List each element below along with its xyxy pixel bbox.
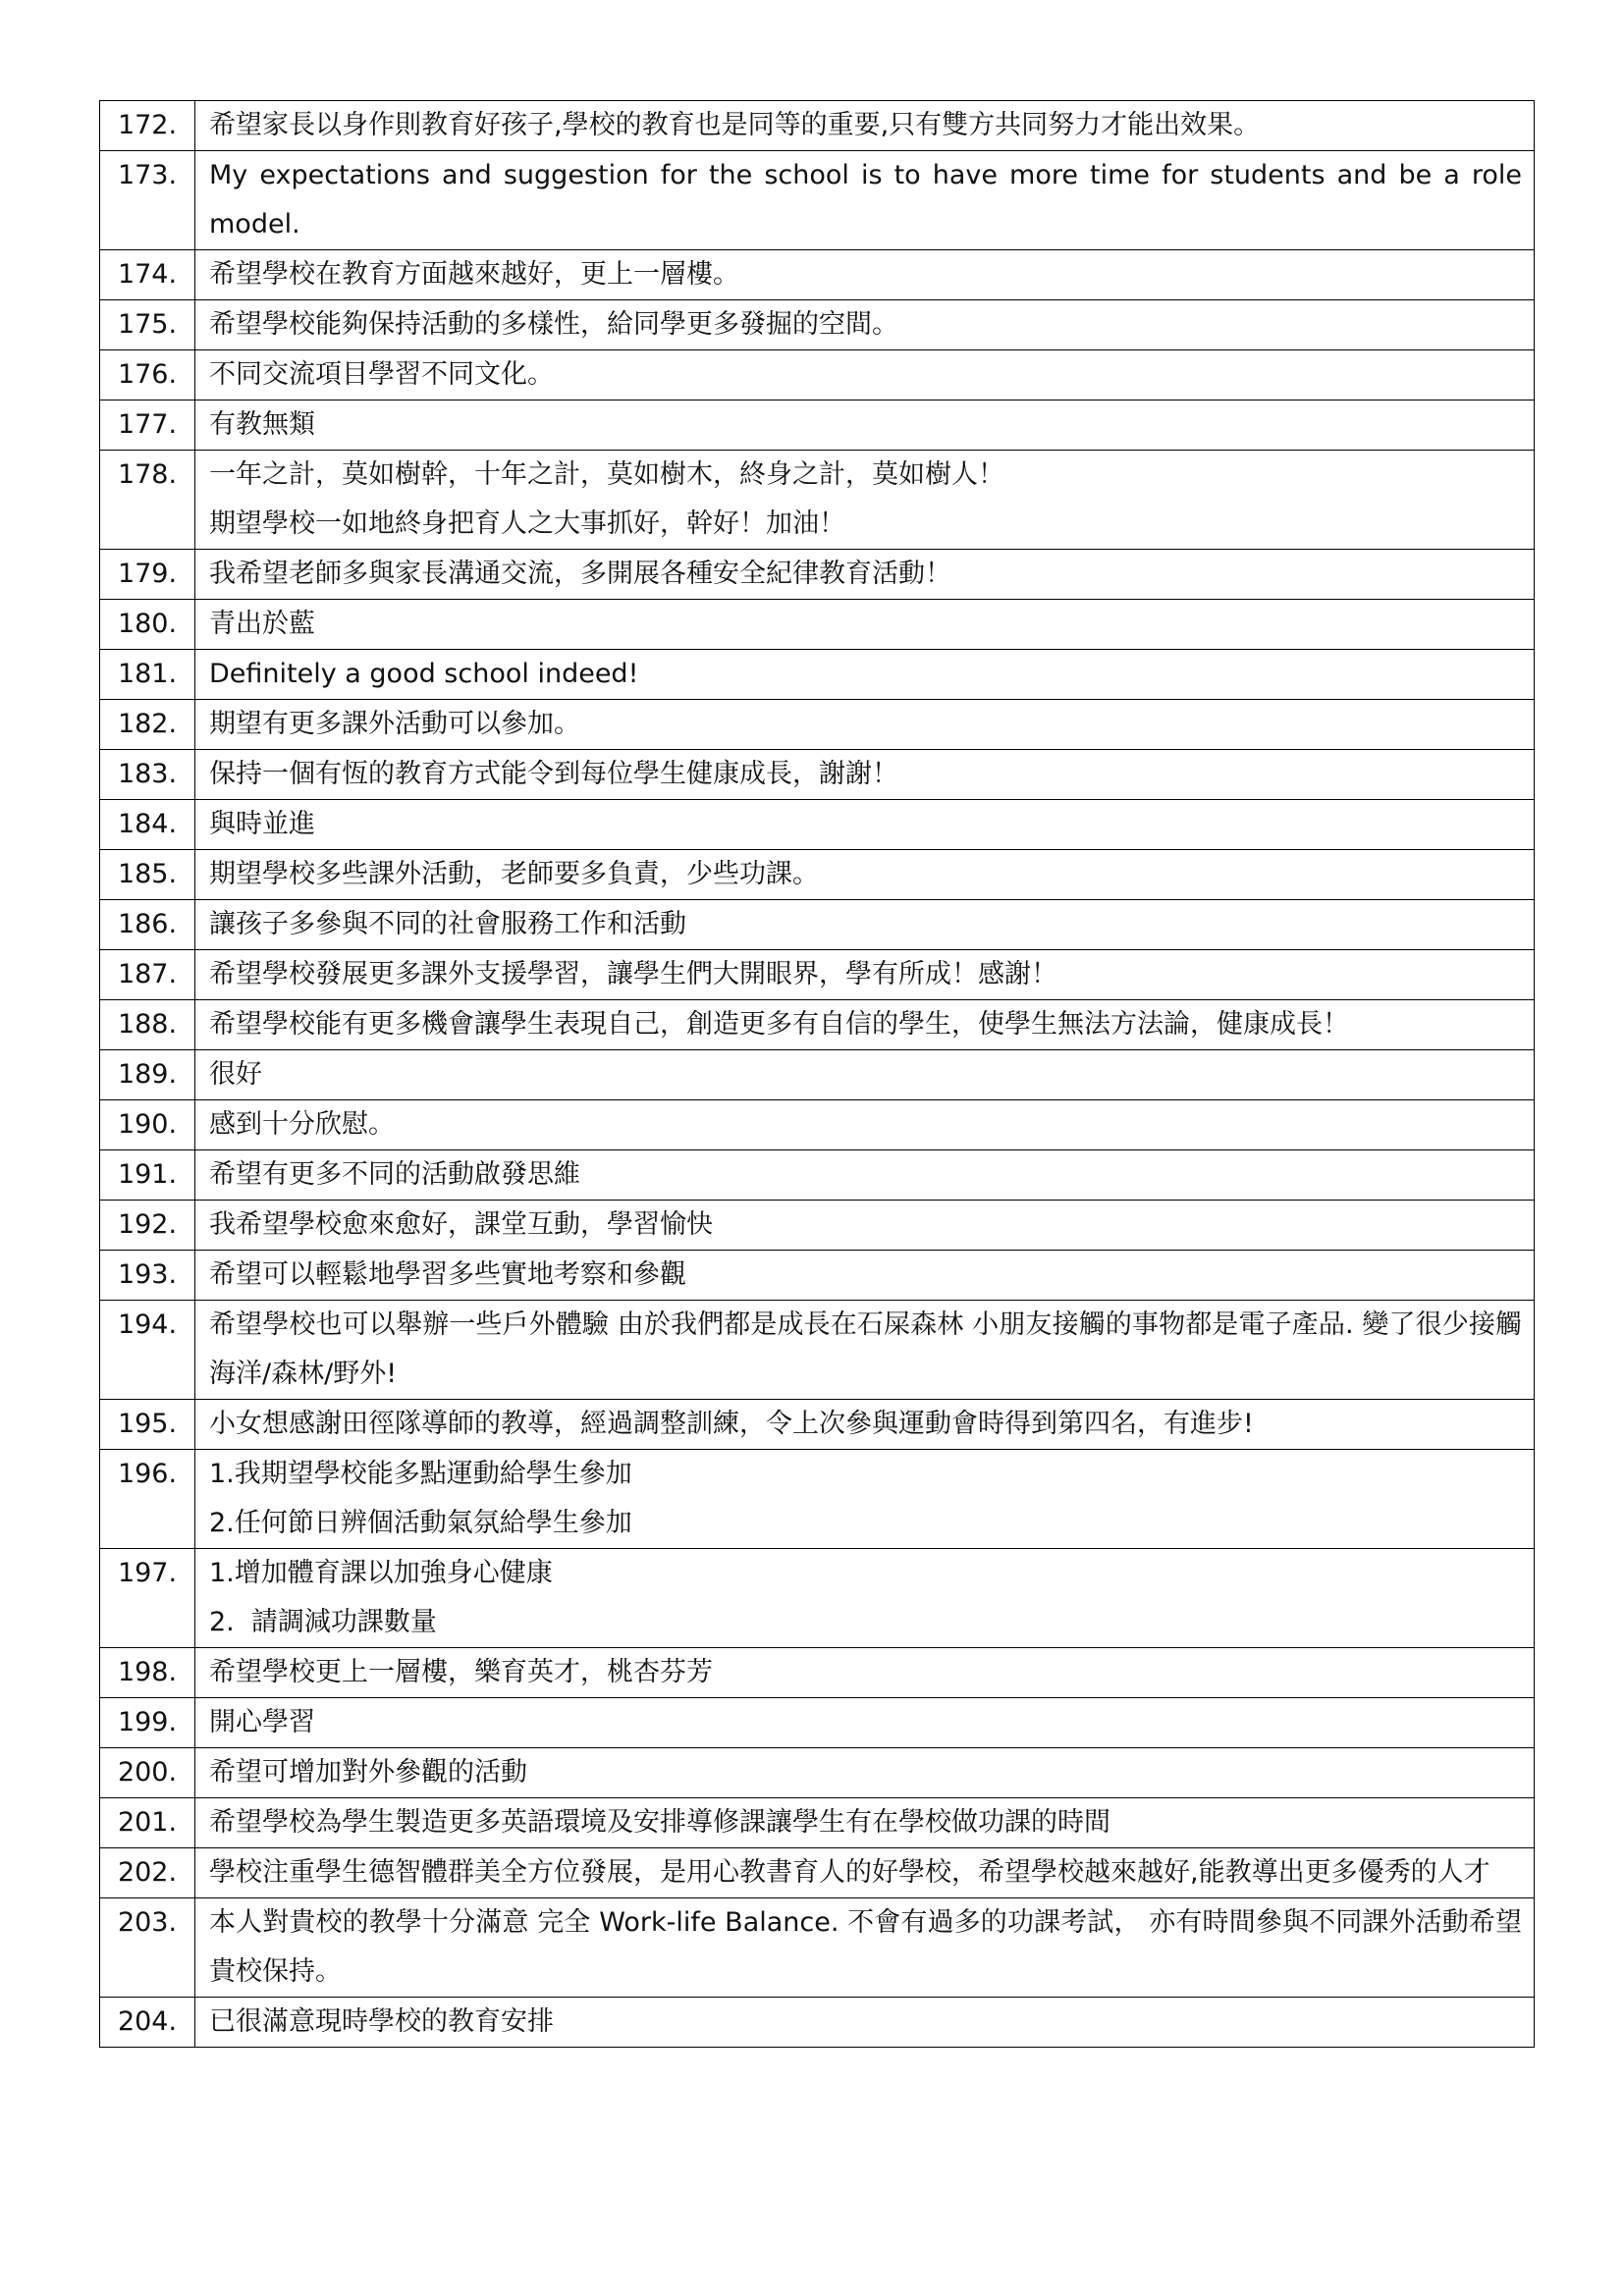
table-row bbox=[100, 550, 1535, 600]
table-row bbox=[100, 950, 1535, 1000]
table-row bbox=[100, 1201, 1535, 1251]
feedback-text: Definitely a good school indeed! bbox=[209, 659, 639, 689]
feedback-text: 很好 bbox=[209, 1059, 262, 1090]
table-row bbox=[100, 800, 1535, 850]
feedback-text: 保持一個有恆的教育方式能令到每位學生健康成長，謝謝！ bbox=[209, 759, 898, 789]
feedback-cell bbox=[195, 1201, 1535, 1251]
feedback-cell bbox=[195, 800, 1535, 850]
feedback-cell bbox=[195, 1748, 1535, 1798]
table-row bbox=[100, 1698, 1535, 1748]
row-number: 175. bbox=[100, 300, 195, 350]
table-row bbox=[100, 1251, 1535, 1301]
feedback-cell bbox=[195, 350, 1535, 400]
feedback-cell bbox=[195, 750, 1535, 800]
table-row bbox=[100, 1050, 1535, 1100]
row-number: 197. bbox=[100, 1549, 195, 1648]
row-number: 177. bbox=[100, 400, 195, 451]
table-row bbox=[100, 1898, 1535, 1998]
feedback-text: 不同交流項目學習不同文化。 bbox=[209, 359, 554, 390]
row-number: 192. bbox=[100, 1201, 195, 1251]
table-row bbox=[100, 600, 1535, 650]
feedback-text: 希望學校能有更多機會讓學生表現自己，創造更多有自信的學生，使學生無法方法論，健康成長！ bbox=[209, 1009, 1349, 1040]
feedback-cell bbox=[195, 300, 1535, 350]
feedback-cell bbox=[195, 600, 1535, 650]
feedback-text: 期望學校多些課外活動，老師要多負責，少些功課。 bbox=[209, 859, 819, 889]
table-row bbox=[100, 151, 1535, 250]
row-number: 199. bbox=[100, 1698, 195, 1748]
row-number: 186. bbox=[100, 900, 195, 950]
feedback-text: 讓孩子多參與不同的社會服務工作和活動 bbox=[209, 909, 686, 939]
row-number: 187. bbox=[100, 950, 195, 1000]
feedback-cell bbox=[195, 1100, 1535, 1150]
feedback-text: 希望家長以身作則教育好孩子,學校的教育也是同等的重要,只有雙方共同努力才能出效果。 bbox=[209, 110, 1261, 140]
feedback-cell bbox=[195, 1898, 1535, 1998]
feedback-cell bbox=[195, 1698, 1535, 1748]
row-number: 173. bbox=[100, 151, 195, 250]
row-number: 174. bbox=[100, 250, 195, 300]
row-number: 204. bbox=[100, 1998, 195, 2048]
feedback-cell bbox=[195, 1400, 1535, 1450]
row-number: 182. bbox=[100, 700, 195, 750]
feedback-text: 學校注重學生德智體群美全方位發展，是用心教書育人的好學校，希望學校越來越好,能教導出更多優秀的人才 bbox=[209, 1857, 1490, 1888]
feedback-cell bbox=[195, 151, 1535, 250]
feedback-text: My expectations and suggestion for the school is to have more time for students and be a role model. bbox=[209, 160, 1531, 240]
feedback-text: 期望有更多課外活動可以參加。 bbox=[209, 709, 580, 739]
feedback-cell bbox=[195, 1000, 1535, 1050]
feedback-text: 希望學校為學生製造更多英語環境及安排導修課讓學生有在學校做功課的時間 bbox=[209, 1807, 1110, 1838]
feedback-text: 希望學校更上一層樓，樂育英才，桃杏芬芳 bbox=[209, 1657, 713, 1687]
row-number: 196. bbox=[100, 1450, 195, 1549]
table-row bbox=[100, 850, 1535, 900]
table-row bbox=[100, 1648, 1535, 1698]
feedback-text: 希望可以輕鬆地學習多些實地考察和參觀 bbox=[209, 1259, 686, 1290]
feedback-text: 希望可增加對外參觀的活動 bbox=[209, 1757, 527, 1788]
feedback-text: 2.任何節日辨個活動氣氛給學生參加 bbox=[209, 1508, 632, 1538]
table-row bbox=[100, 101, 1535, 151]
row-number: 193. bbox=[100, 1251, 195, 1301]
feedback-cell bbox=[195, 900, 1535, 950]
row-number: 191. bbox=[100, 1150, 195, 1201]
table-row bbox=[100, 750, 1535, 800]
feedback-text: 小女想感謝田徑隊導師的教導，經過調整訓練，令上次參與運動會時得到第四名，有進步! bbox=[209, 1409, 1254, 1439]
feedback-cell bbox=[195, 1251, 1535, 1301]
feedback-cell bbox=[195, 1450, 1535, 1549]
feedback-text: 與時並進 bbox=[209, 809, 315, 839]
feedback-cell bbox=[195, 950, 1535, 1000]
row-number: 184. bbox=[100, 800, 195, 850]
feedback-cell bbox=[195, 550, 1535, 600]
table-row bbox=[100, 1100, 1535, 1150]
row-number: 176. bbox=[100, 350, 195, 400]
feedback-cell bbox=[195, 1549, 1535, 1648]
feedback-text: 希望學校能夠保持活動的多樣性，給同學更多發掘的空間。 bbox=[209, 309, 898, 340]
feedback-cell bbox=[195, 101, 1535, 151]
feedback-cell bbox=[195, 400, 1535, 451]
feedback-cell bbox=[195, 451, 1535, 550]
table-row bbox=[100, 1400, 1535, 1450]
feedback-text: 開心學習 bbox=[209, 1707, 315, 1737]
table-row bbox=[100, 1301, 1535, 1400]
table-row bbox=[100, 1998, 1535, 2048]
feedback-cell bbox=[195, 1998, 1535, 2048]
feedback-text: 1.增加體育課以加強身心健康 bbox=[209, 1558, 553, 1588]
row-number: 198. bbox=[100, 1648, 195, 1698]
row-number: 190. bbox=[100, 1100, 195, 1150]
table-row bbox=[100, 1549, 1535, 1648]
feedback-cell bbox=[195, 850, 1535, 900]
table-row bbox=[100, 1150, 1535, 1201]
feedback-cell bbox=[195, 1301, 1535, 1400]
row-number: 189. bbox=[100, 1050, 195, 1100]
table-row bbox=[100, 400, 1535, 451]
table-row bbox=[100, 350, 1535, 400]
row-number: 203. bbox=[100, 1898, 195, 1998]
feedback-text: 2. 請調減功課數量 bbox=[209, 1607, 437, 1637]
feedback-text: 有教無類 bbox=[209, 409, 315, 440]
table-row bbox=[100, 300, 1535, 350]
row-number: 195. bbox=[100, 1400, 195, 1450]
feedback-text: 感到十分欣慰。 bbox=[209, 1109, 395, 1140]
table-row bbox=[100, 1450, 1535, 1549]
table-row bbox=[100, 1748, 1535, 1798]
feedback-cell bbox=[195, 650, 1535, 700]
row-number: 202. bbox=[100, 1848, 195, 1898]
table-row bbox=[100, 451, 1535, 550]
feedback-table bbox=[99, 100, 1535, 2048]
row-number: 194. bbox=[100, 1301, 195, 1400]
row-number: 180. bbox=[100, 600, 195, 650]
feedback-text: 我希望老師多與家長溝通交流，多開展各種安全紀律教育活動！ bbox=[209, 559, 951, 589]
feedback-text: 本人對貴校的教學十分滿意 完全 Work-life Balance. 不會有過多的功課考試， 亦有時間參與不同課外活動希望貴校保持。 bbox=[209, 1907, 1522, 1987]
feedback-text: 希望學校在教育方面越來越好，更上一層樓。 bbox=[209, 259, 739, 290]
feedback-cell bbox=[195, 1648, 1535, 1698]
feedback-text: 期望學校一如地終身把育人之大事抓好，幹好！加油！ bbox=[209, 508, 845, 539]
table-row bbox=[100, 900, 1535, 950]
feedback-cell bbox=[195, 1050, 1535, 1100]
row-number: 181. bbox=[100, 650, 195, 700]
table-row bbox=[100, 250, 1535, 300]
feedback-cell bbox=[195, 250, 1535, 300]
row-number: 185. bbox=[100, 850, 195, 900]
row-number: 188. bbox=[100, 1000, 195, 1050]
row-number: 200. bbox=[100, 1748, 195, 1798]
feedback-cell bbox=[195, 1150, 1535, 1201]
feedback-text: 一年之計，莫如樹幹，十年之計，莫如樹木，終身之計，莫如樹人！ bbox=[209, 459, 1004, 490]
feedback-cell bbox=[195, 1798, 1535, 1848]
row-number: 179. bbox=[100, 550, 195, 600]
feedback-table-body bbox=[100, 101, 1535, 2048]
feedback-text: 希望學校發展更多課外支援學習，讓學生們大開眼界，學有所成！感謝！ bbox=[209, 959, 1057, 989]
row-number: 183. bbox=[100, 750, 195, 800]
table-row bbox=[100, 1798, 1535, 1848]
table-row bbox=[100, 650, 1535, 700]
feedback-text: 希望學校也可以舉辦一些戶外體驗 由於我們都是成長在石屎森林 小朋友接觸的事物都是電子產品. 變了很少接觸海洋/森林/野外! bbox=[209, 1309, 1522, 1389]
feedback-text: 已很滿意現時學校的教育安排 bbox=[209, 2006, 554, 2037]
feedback-cell bbox=[195, 1848, 1535, 1898]
table-row bbox=[100, 1848, 1535, 1898]
feedback-text: 希望有更多不同的活動啟發思維 bbox=[209, 1159, 580, 1190]
feedback-text: 青出於藍 bbox=[209, 609, 315, 639]
row-number: 178. bbox=[100, 451, 195, 550]
feedback-cell bbox=[195, 700, 1535, 750]
feedback-text: 1.我期望學校能多點運動給學生參加 bbox=[209, 1459, 632, 1489]
table-row bbox=[100, 700, 1535, 750]
feedback-text: 我希望學校愈來愈好，課堂互動，學習愉快 bbox=[209, 1209, 713, 1240]
row-number: 172. bbox=[100, 101, 195, 151]
table-row bbox=[100, 1000, 1535, 1050]
row-number: 201. bbox=[100, 1798, 195, 1848]
